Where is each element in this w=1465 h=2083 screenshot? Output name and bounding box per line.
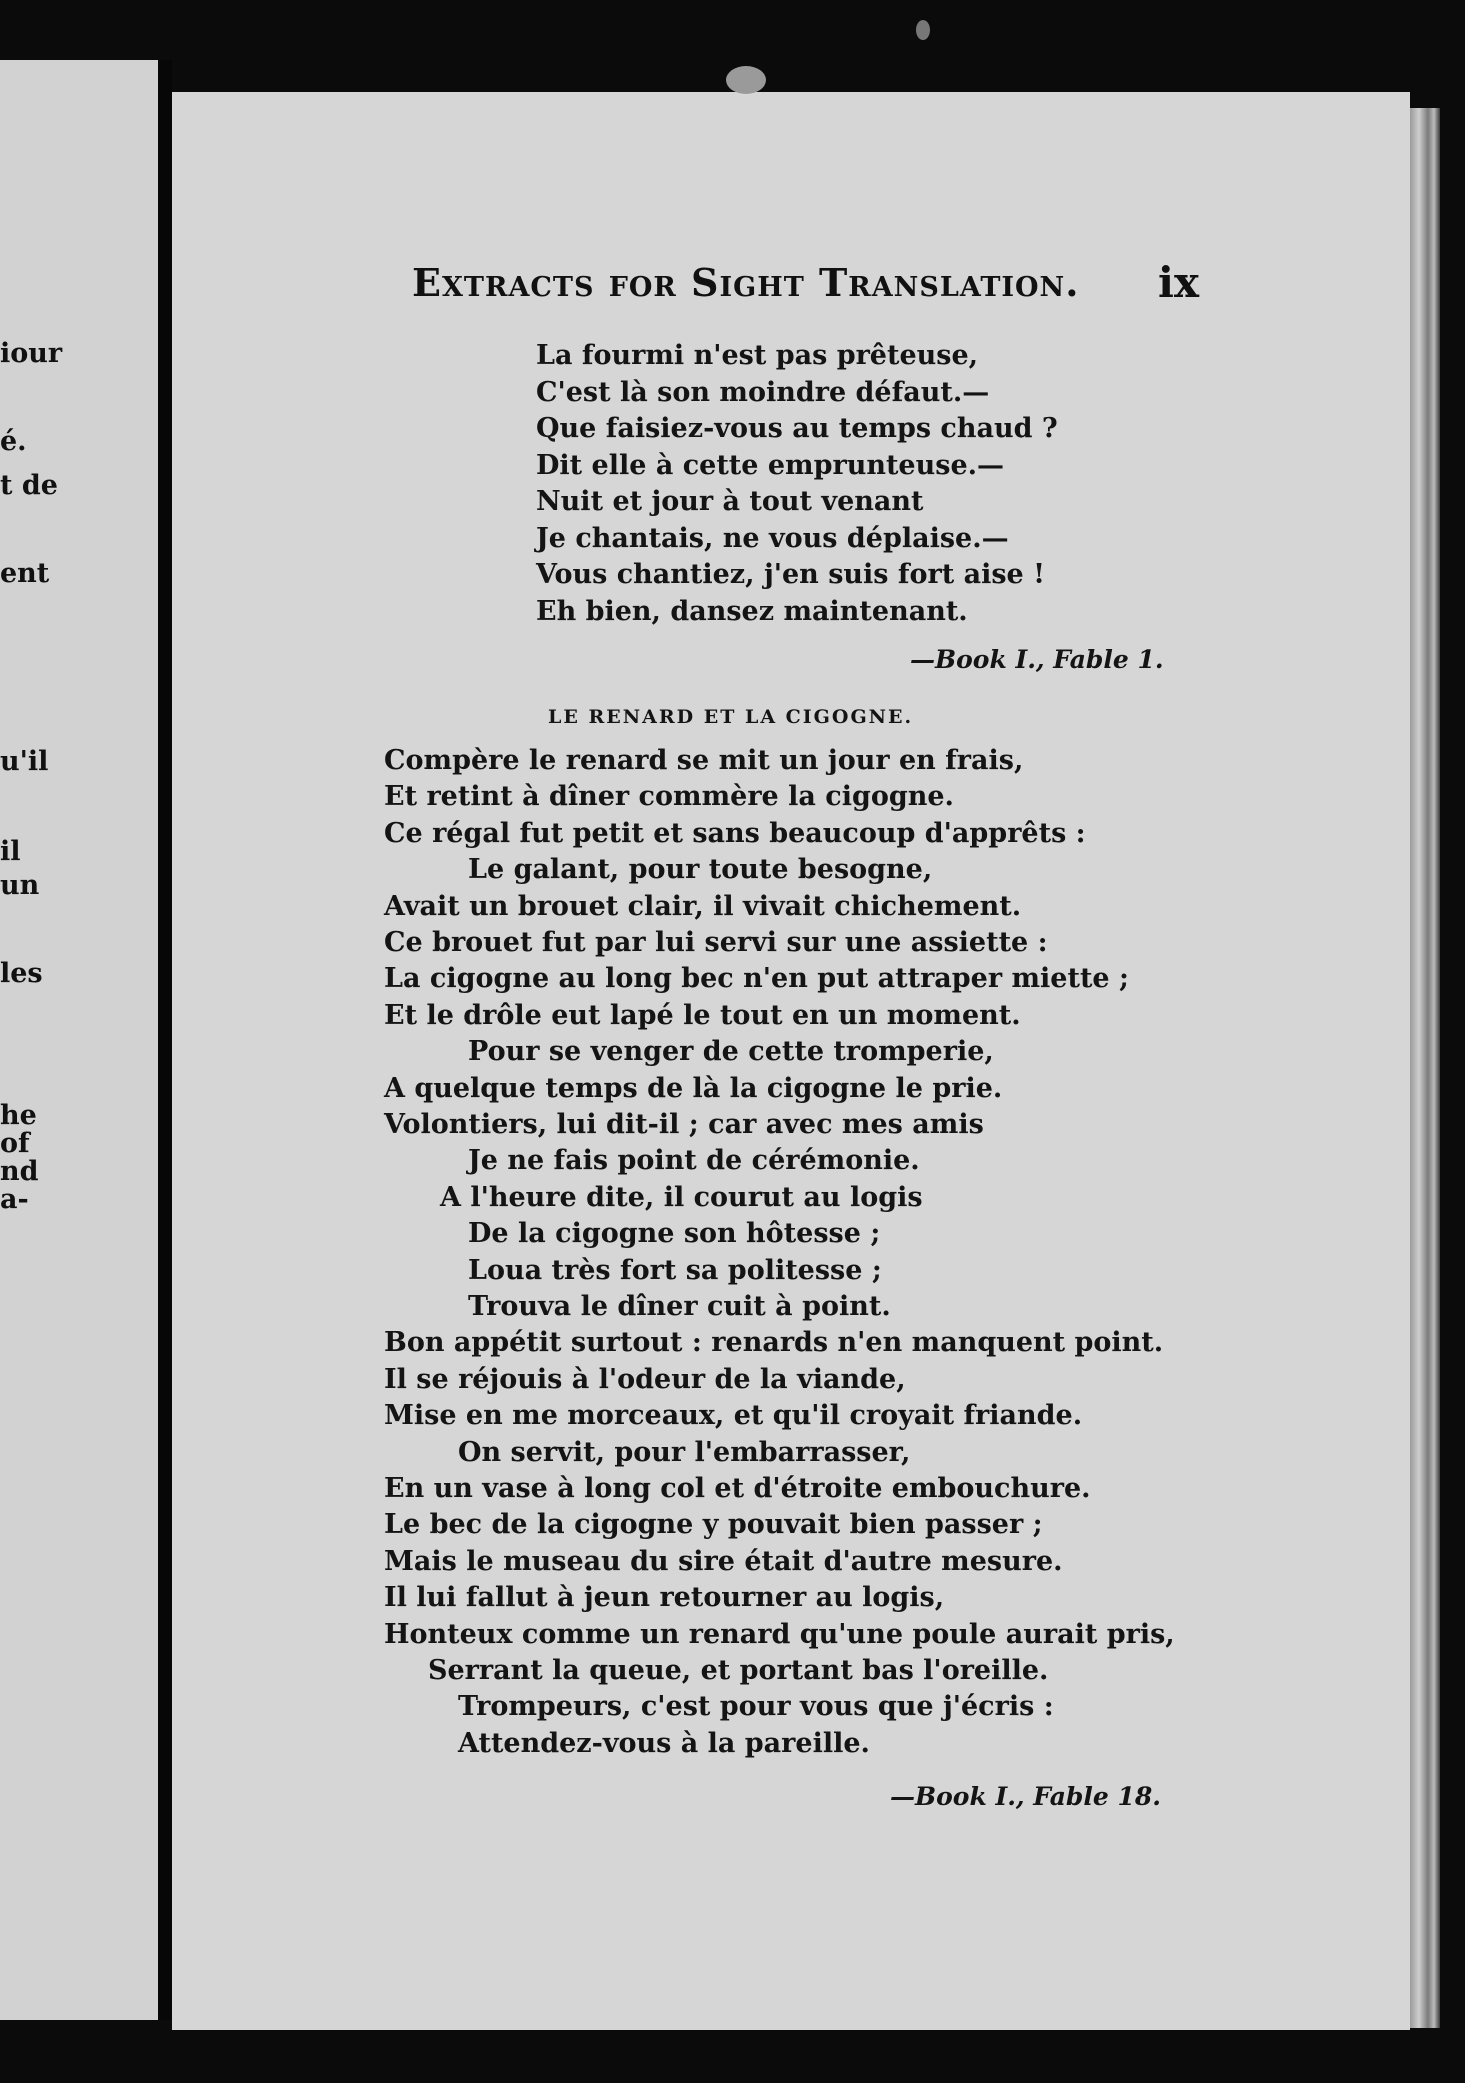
left-fragment: nd: [0, 1156, 39, 1187]
left-fragment: he: [0, 1100, 37, 1131]
poem-line: C'est là son moindre défaut.—: [536, 376, 990, 408]
poem-line: La cigogne au long bec n'en put attraper miette ;: [384, 963, 1129, 995]
fable-2-title: LE RENARD ET LA CIGOGNE.: [548, 706, 914, 728]
poem-line: Volontiers, lui dit-il ; car avec mes amis: [384, 1109, 984, 1140]
left-fragment: of: [0, 1128, 30, 1159]
poem-line: Avait un brouet clair, il vivait chichement.: [384, 890, 1022, 922]
poem-line: Loua très fort sa politesse ;: [468, 1254, 882, 1286]
poem-line: Et le drôle eut lapé le tout en un moment.: [384, 999, 1021, 1031]
poem-line: A l'heure dite, il courut au logis: [440, 1181, 923, 1213]
poem-line: Vous chantiez, j'en suis fort aise !: [536, 559, 1045, 590]
poem-line: Eh bien, dansez maintenant.: [536, 595, 968, 627]
fable-2-citation: —Book I., Fable 18.: [890, 1782, 1161, 1811]
poem-line: Le bec de la cigogne y pouvait bien passer ;: [384, 1509, 1043, 1541]
fable-1-citation: —Book I., Fable 1.: [910, 645, 1164, 674]
poem-line: A quelque temps de là la cigogne le prie.: [384, 1072, 1003, 1104]
poem-line: Compère le renard se mit un jour en frais,: [384, 745, 1024, 776]
poem-line: Bon appétit surtout : renards n'en manquent point.: [384, 1327, 1164, 1359]
poem-line: Mise en me morceaux, et qu'il croyait friande.: [384, 1400, 1083, 1432]
left-fragment: un: [0, 870, 40, 901]
poem-line: Le galant, pour toute besogne,: [468, 854, 933, 886]
left-fragment: il: [0, 836, 21, 867]
poem-line: Il lui fallut à jeun retourner au logis,: [384, 1582, 945, 1614]
poem-line: Je chantais, ne vous déplaise.—: [536, 522, 1009, 554]
poem-line: Mais le museau du sire était d'autre mesure.: [384, 1545, 1063, 1577]
poem-line: La fourmi n'est pas prêteuse,: [536, 340, 979, 371]
poem-line: Nuit et jour à tout venant: [536, 486, 924, 517]
left-fragment: les: [0, 958, 43, 989]
running-header: Extracts for Sight Translation.: [412, 260, 1080, 305]
poem-line: Il se réjouis à l'odeur de la viande,: [384, 1363, 906, 1395]
scan-speck: [916, 20, 930, 40]
poem-line: Attendez-vous à la pareille.: [458, 1727, 870, 1759]
poem-line: Trouva le dîner cuit à point.: [468, 1291, 891, 1322]
poem-line: Ce brouet fut par lui servi sur une assiette :: [384, 927, 1048, 958]
page-number: ix: [1158, 258, 1199, 307]
poem-line: Honteux comme un renard qu'une poule aurait pris,: [384, 1618, 1175, 1650]
poem-line: Dit elle à cette emprunteuse.—: [536, 449, 1005, 481]
poem-line: Et retint à dîner commère la cigogne.: [384, 781, 954, 813]
page-edge: [1410, 108, 1440, 2028]
left-fragment: a-: [0, 1184, 29, 1215]
poem-line: Ce régal fut petit et sans beaucoup d'apprêts :: [384, 817, 1086, 849]
scan-speck: [726, 66, 766, 94]
left-fragment: ent: [0, 558, 50, 589]
poem-line: Serrant la queue, et portant bas l'oreille.: [428, 1655, 1049, 1686]
poem-line: Trompeurs, c'est pour vous que j'écris :: [458, 1691, 1054, 1723]
poem-line: Que faisiez-vous au temps chaud ?: [536, 413, 1058, 444]
poem-line: Pour se venger de cette tromperie,: [468, 1036, 994, 1068]
book-gutter: [158, 60, 172, 2020]
poem-line: Je ne fais point de cérémonie.: [468, 1145, 920, 1177]
left-fragment: u'il: [0, 746, 49, 777]
poem-line: De la cigogne son hôtesse ;: [468, 1218, 881, 1250]
poem-line: En un vase à long col et d'étroite embouchure.: [384, 1473, 1091, 1504]
poem-line: On servit, pour l'embarrasser,: [458, 1436, 911, 1468]
left-fragment: iour: [0, 338, 63, 369]
left-fragment: é.: [0, 426, 27, 457]
left-fragment: t de: [0, 470, 58, 501]
previous-page-fragment: [0, 60, 158, 2020]
